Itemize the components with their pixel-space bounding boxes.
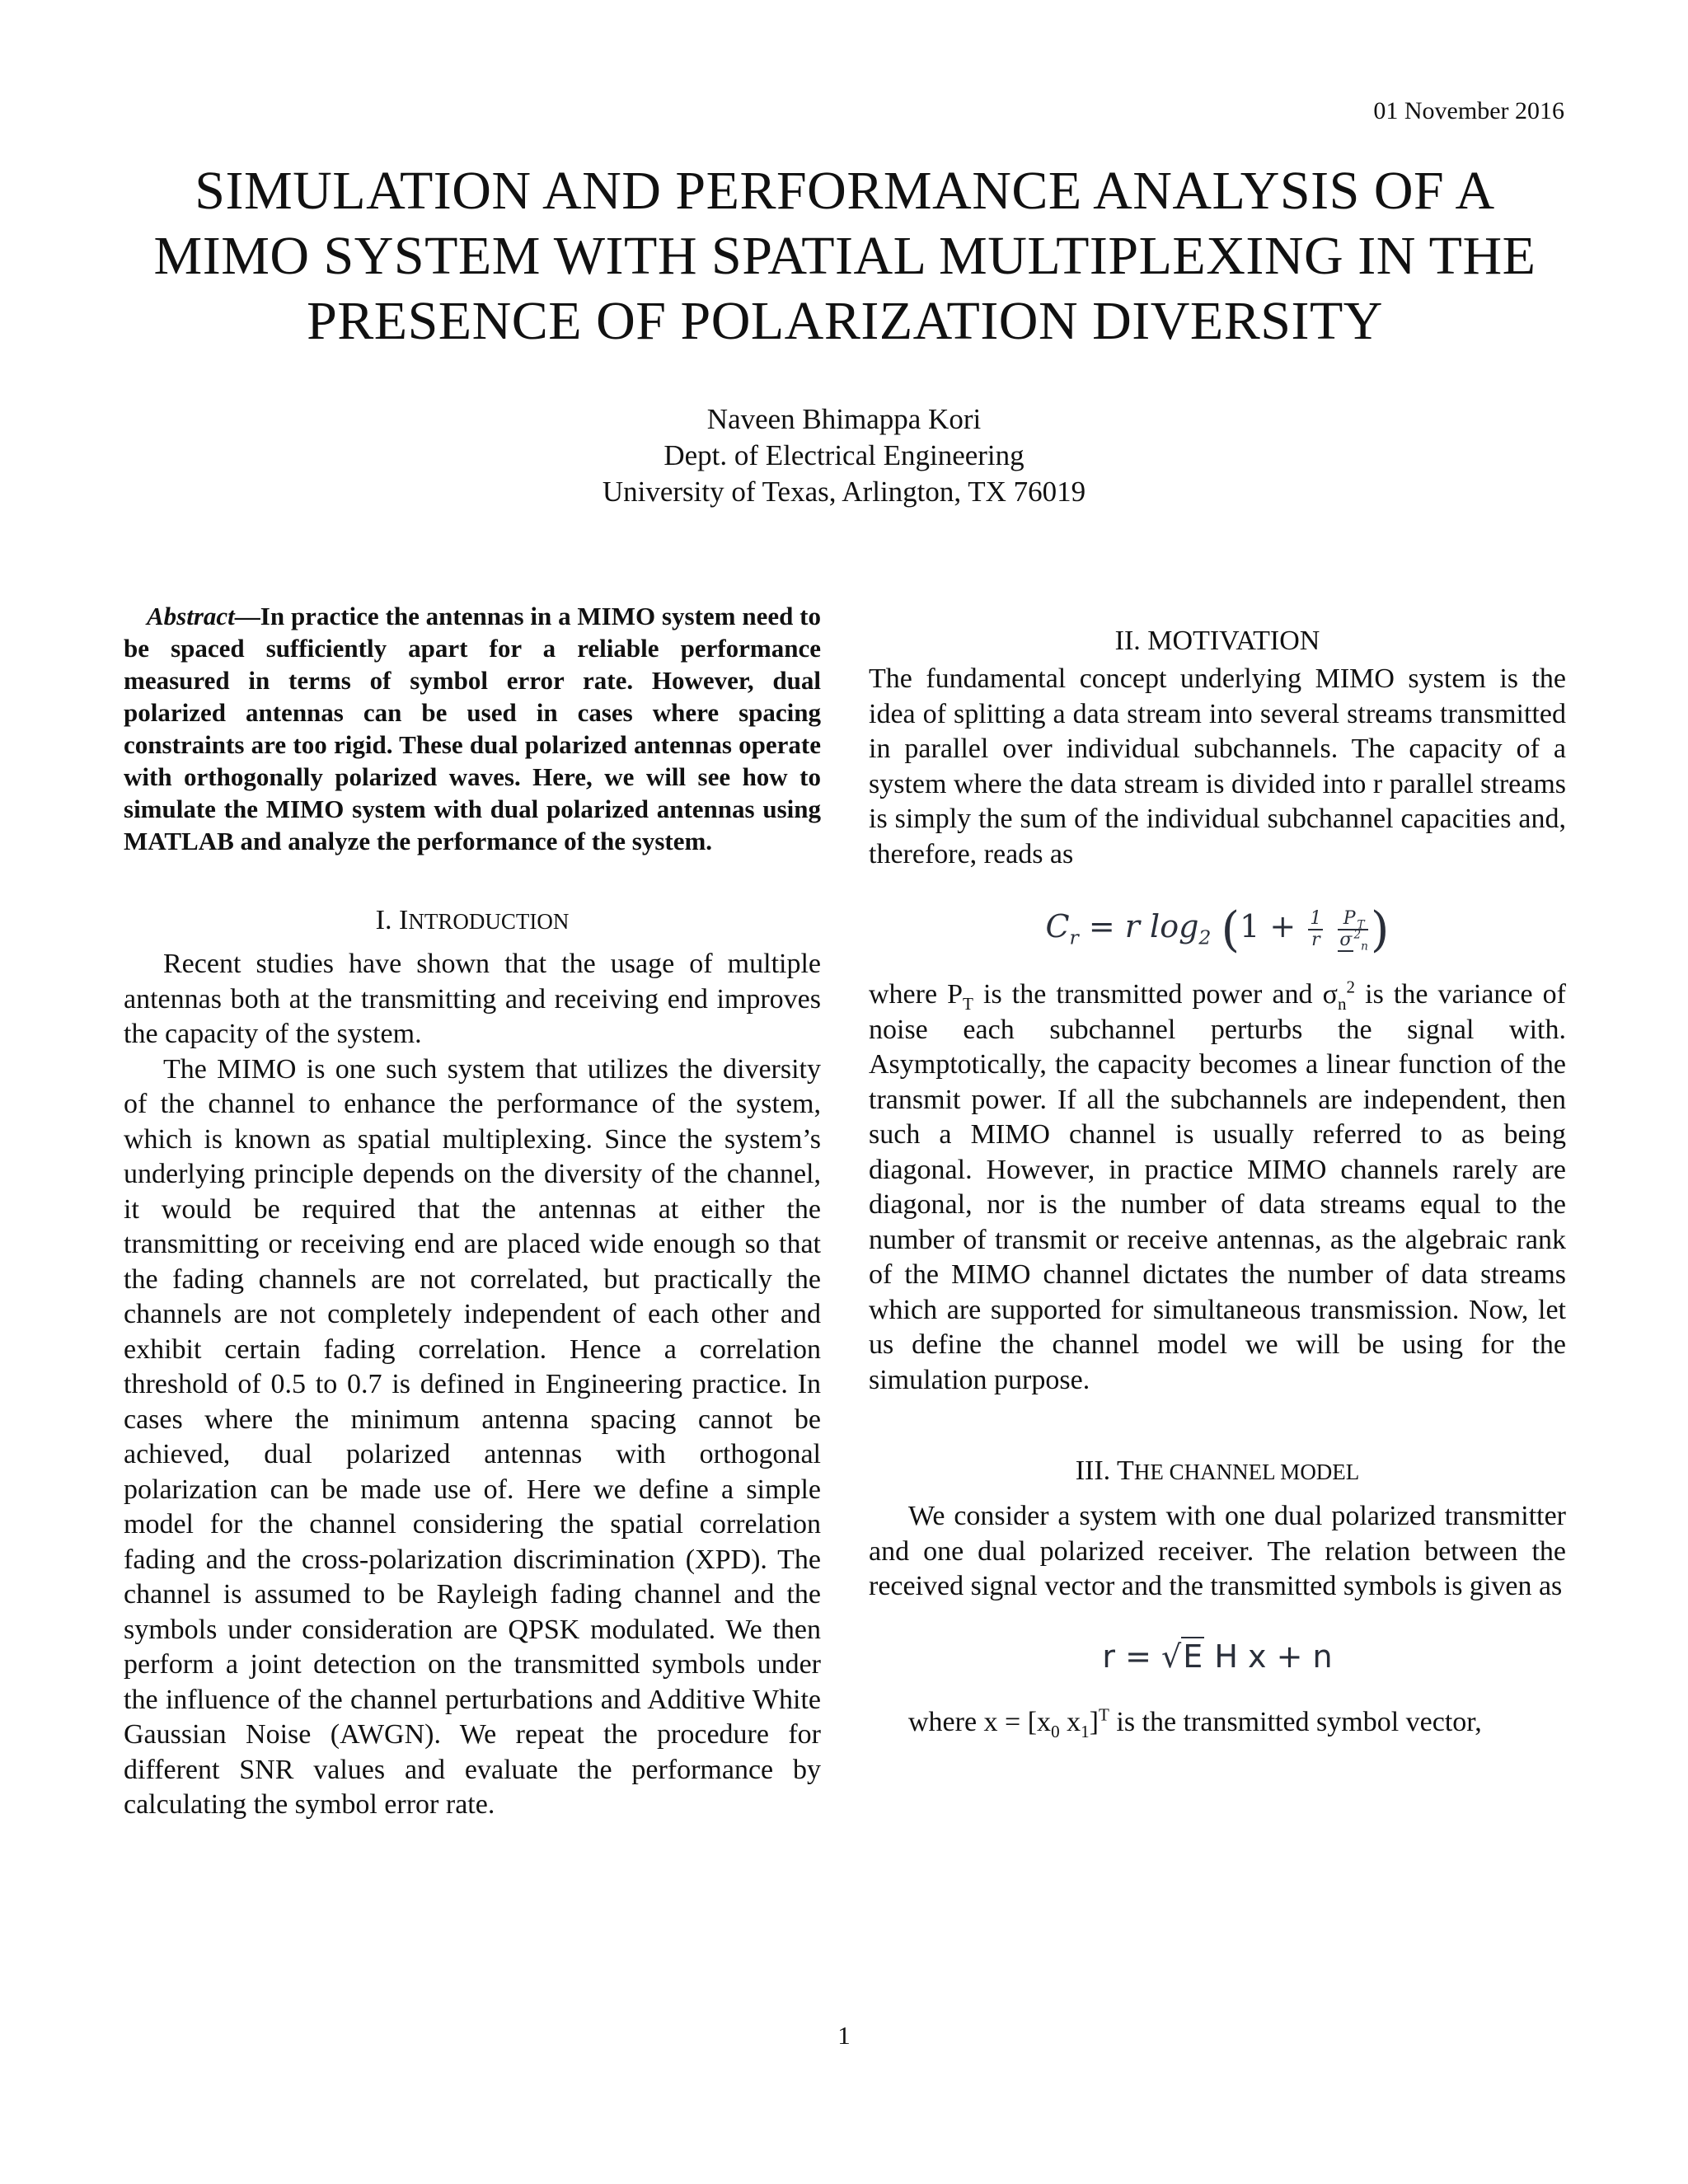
page-number: 1 bbox=[837, 2021, 851, 2050]
author-dept: Dept. of Electrical Engineering bbox=[663, 439, 1025, 471]
author-block bbox=[0, 401, 1688, 510]
section-heading-channel-model bbox=[869, 1454, 1566, 1489]
eq-symbol: r = bbox=[1102, 1638, 1162, 1675]
text-run: ] bbox=[1089, 1706, 1099, 1737]
paragraph: Recent studies have shown that the usage of multiple antennas both at the transmitting and receiving end improves the capacity of the system. bbox=[124, 949, 821, 1049]
eq-subscript: T bbox=[1357, 917, 1365, 931]
eq-symbol: 1 + bbox=[1240, 908, 1296, 944]
section-heading-initial: T bbox=[1117, 1455, 1134, 1486]
date: 01 November 2016 bbox=[1373, 97, 1564, 124]
eq-symbol: = r log bbox=[1078, 908, 1199, 944]
author-name: Naveen Bhimappa Kori bbox=[706, 403, 982, 435]
capacity-equation bbox=[869, 892, 1566, 961]
abstract bbox=[124, 600, 821, 857]
text-subscript: n bbox=[1337, 993, 1347, 1014]
text-run: where P bbox=[869, 979, 964, 1010]
eq-subscript: n bbox=[1361, 939, 1368, 953]
text-subscript: 1 bbox=[1081, 1721, 1090, 1741]
text-run: where x = [x bbox=[908, 1706, 1052, 1737]
text-superscript: 2 bbox=[1346, 977, 1356, 997]
author-affiliation: University of Texas, Arlington, TX 76019 bbox=[602, 476, 1086, 508]
paragraph bbox=[869, 1705, 1566, 1741]
text-run: is the transmitted symbol vector, bbox=[1109, 1706, 1482, 1737]
title-line: PRESENCE OF POLARIZATION DIVERSITY bbox=[307, 291, 1383, 351]
eq-subscript: r bbox=[1069, 926, 1079, 949]
eq-numerator: 1 bbox=[1310, 907, 1322, 929]
title-line: SIMULATION AND PERFORMANCE ANALYSIS OF A bbox=[195, 161, 1495, 221]
text-superscript: T bbox=[1098, 1704, 1109, 1725]
eq-paren: ) bbox=[1370, 901, 1390, 958]
eq-denominator: r bbox=[1311, 929, 1320, 950]
section-heading-introduction bbox=[124, 903, 821, 939]
eq-symbol: σ bbox=[1339, 929, 1353, 950]
left-column bbox=[124, 600, 821, 1823]
eq-radicand: E bbox=[1183, 1638, 1203, 1675]
paragraph bbox=[869, 977, 1566, 1398]
eq-paren: ( bbox=[1221, 901, 1240, 958]
right-column bbox=[869, 624, 1566, 1740]
eq-radical: √ bbox=[1161, 1638, 1182, 1675]
text-run: is the transmitted power and σ bbox=[973, 979, 1338, 1010]
text-subscript: 0 bbox=[1051, 1721, 1060, 1741]
eq-numerator bbox=[1338, 909, 1367, 930]
eq-denominator bbox=[1338, 928, 1368, 953]
abstract-text: —In practice the antennas in a MIMO system need to be spaced sufficiently apart for a reliable performance measured in terms of symbol error rate. However, dual polarized antennas can be used in cases where spacing constraints are too rigid. These dual polarized antennas operate with orthogonally polarized waves. Here, we will see how to simulate the MIMO system with dual polarized antennas using MATLAB and analyze the performance of the system. bbox=[124, 602, 821, 855]
paragraph: The fundamental concept underlying MIMO system is the idea of splitting a data stream into several streams transmitted in parallel over individual subchannels. The capacity of a system where the data stream is divided into r parallel streams is simply the sum of the individual subchannel capacities and, therefore, reads as bbox=[869, 663, 1566, 869]
section-heading-rest: HE CHANNEL MODEL bbox=[1133, 1460, 1360, 1484]
text-subscript: T bbox=[963, 993, 973, 1014]
paper-title bbox=[107, 158, 1582, 354]
paragraph: The MIMO is one such system that utilizes the diversity of the channel to enhance the performance of the system, which is known as spatial multiplexing. Since the system’s underlying principle depends on the diversity of the channel, it would be required that the antennas at either the transmitting or receiving end are placed wide enough so that the fading channels are not correlated, but practically the channels are not completely independent of each other and exhibit certain fading correlation. Hence a correlation threshold of 0.5 to 0.7 is defined in Engineering practice. In cases where the minimum antenna spacing cannot be achieved, dual polarized antennas with orthogonal polarization can be made use of. Here we define a simple model for the channel considering the spatial correlation fading and the cross-polarization discrimination (XPD). The channel is assumed to be Rayleigh fading channel and the symbols under consideration are QPSK modulated. We then perform a joint detection on the transmitted symbols under the influence of the channel perturbations and Additive White Gaussian Noise (AWGN). We repeat the procedure for different SNR values and evaluate the performance by calculating the symbol error rate. bbox=[124, 1053, 821, 1820]
paragraph: We consider a system with one dual polarized transmitter and one dual polarized receiver. The relation between the received signal vector and the transmitted symbols is given as bbox=[869, 1501, 1566, 1601]
eq-superscript: 2 bbox=[1353, 928, 1362, 942]
section-number: I. bbox=[375, 905, 399, 935]
signal-equation bbox=[869, 1628, 1566, 1685]
eq-subscript: 2 bbox=[1198, 926, 1212, 949]
section-heading-motivation: II. MOTIVATION bbox=[1114, 626, 1320, 656]
eq-symbol: C bbox=[1045, 908, 1070, 944]
eq-symbol: P bbox=[1343, 907, 1356, 929]
text-run: is the variance of noise each subchannel perturbs the signal with. Asymptotically, the capacity becomes a linear function of the transmit power. If all the subchannels are independent, then such a MIMO channel is usually referred to as being diagonal. However, in practice MIMO channels rarely are diagonal, nor is the number of data streams equal to the number of transmit or receive antennas, as the algebraic rank of the MIMO channel dictates the number of data streams which are supported for simultaneous transmission. Now, let us define the channel model we will be using for the simulation purpose. bbox=[869, 979, 1567, 1395]
eq-symbol: H x + n bbox=[1204, 1638, 1333, 1675]
section-number: III. bbox=[1075, 1455, 1118, 1486]
title-line: MIMO SYSTEM WITH SPATIAL MULTIPLEXING IN THE bbox=[153, 226, 1536, 286]
text-run: x bbox=[1059, 1706, 1081, 1737]
section-heading-initial: I bbox=[399, 905, 409, 935]
eq-fraction bbox=[1308, 909, 1323, 950]
eq-fraction bbox=[1338, 907, 1368, 953]
abstract-lead: Abstract bbox=[147, 602, 235, 630]
section-heading-rest: NTRODUCTION bbox=[408, 909, 570, 934]
